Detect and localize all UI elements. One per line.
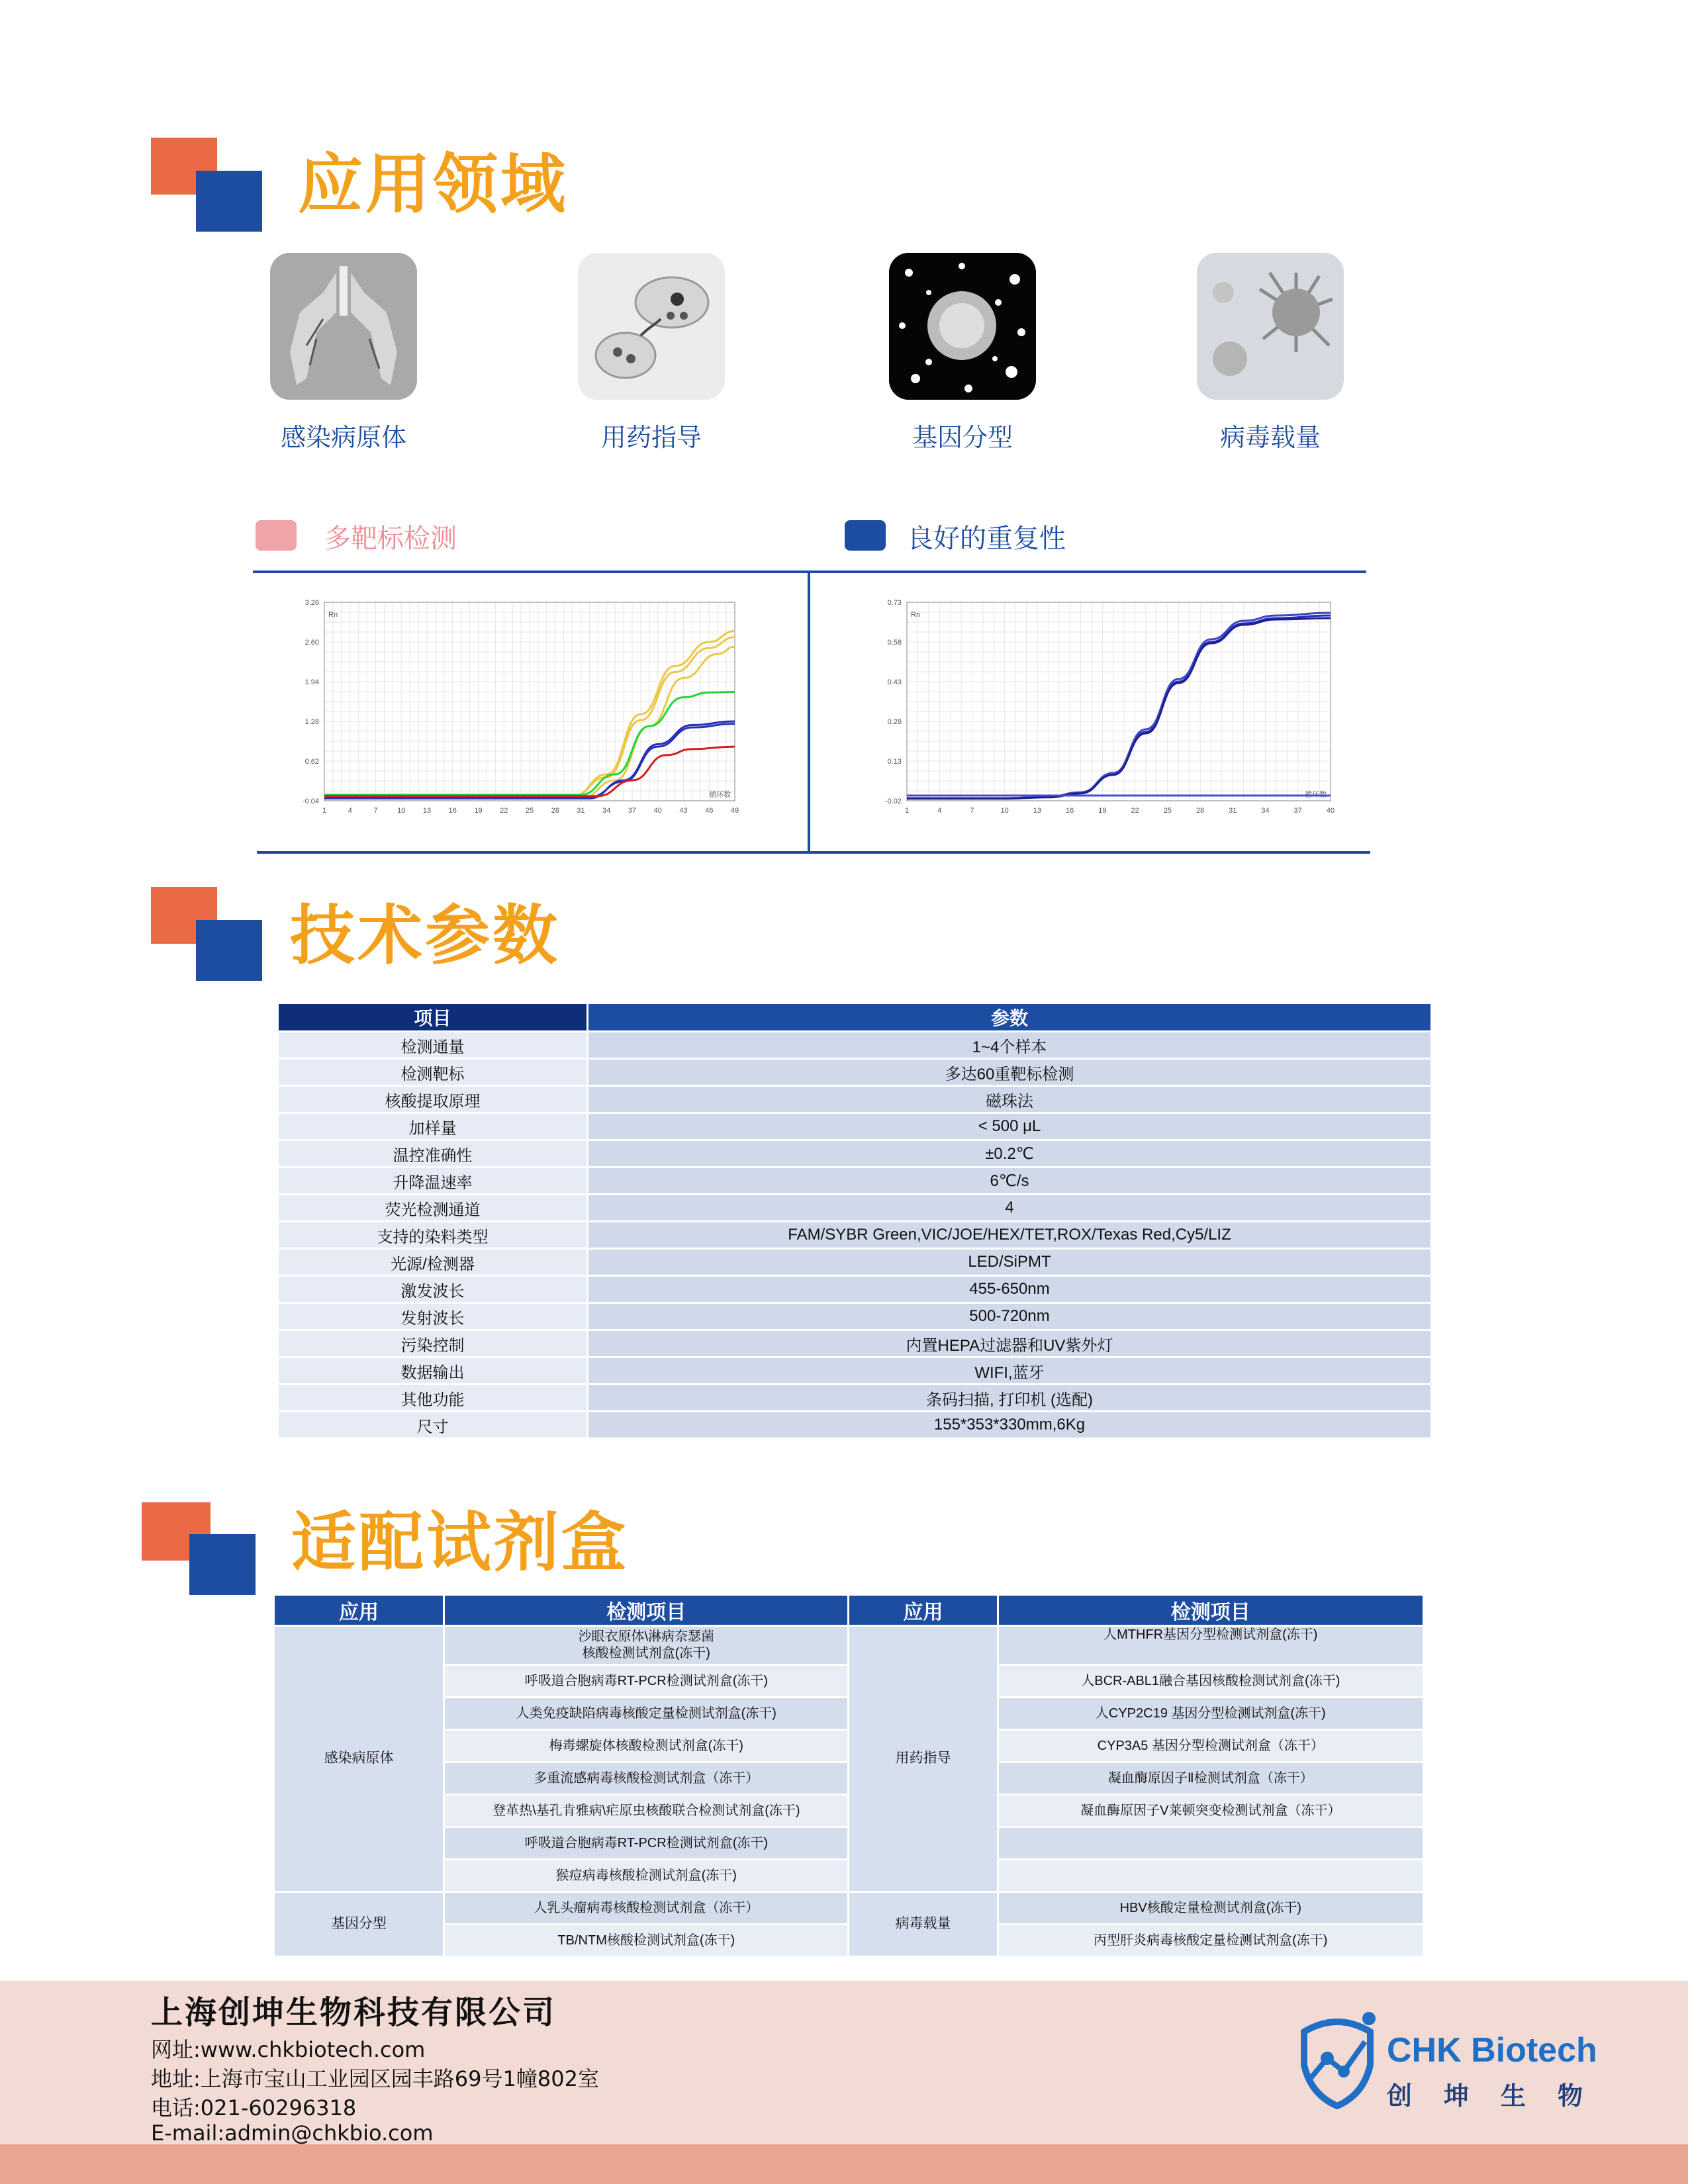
spec-value-cell: 1~4个样本 xyxy=(588,1032,1430,1058)
application-tile-infection xyxy=(270,253,417,400)
kits-header-application-left: 应用 xyxy=(275,1596,443,1625)
petri-dish-icon xyxy=(578,253,725,400)
spec-row xyxy=(279,1277,1430,1302)
repeatability-chart xyxy=(874,596,1337,834)
x-axis-label: 循环数 xyxy=(709,790,731,799)
x-tick-label: 31 xyxy=(1229,807,1237,815)
spec-row xyxy=(279,1222,1430,1248)
spec-item-cell: 激发波长 xyxy=(279,1277,586,1302)
spec-value-cell: 多达60重靶标检测 xyxy=(588,1060,1430,1085)
spec-item-cell: 其他功能 xyxy=(279,1385,586,1410)
kits-application-right: 病毒载量 xyxy=(849,1893,996,1956)
x-tick-label: 1 xyxy=(322,807,327,815)
brand-chinese-name: 创坤生物 xyxy=(1387,2081,1615,2111)
x-tick-label: 40 xyxy=(653,807,662,815)
kits-item-left: 人类免疫缺陷病毒核酸定量检测试剂盒(冻干) xyxy=(445,1698,847,1729)
section-title-applications: 应用领域 xyxy=(298,147,569,222)
spec-value-cell: 磁珠法 xyxy=(588,1087,1430,1112)
x-tick-label: 28 xyxy=(551,807,559,815)
legend-swatch-multi-target xyxy=(256,520,297,551)
y-tick-label: -0.02 xyxy=(884,797,902,805)
spec-item-cell: 加样量 xyxy=(279,1114,586,1139)
application-label-medication: 用药指导 xyxy=(600,423,702,452)
spec-value-cell: 4 xyxy=(588,1195,1430,1220)
y-tick-label: 0.28 xyxy=(887,718,902,726)
kits-item-right: 人BCR-ABL1融合基因核酸检测试剂盒(冻干) xyxy=(999,1666,1423,1696)
spec-value-cell: < 500 μL xyxy=(588,1114,1430,1139)
x-tick-label: 25 xyxy=(1163,807,1172,815)
spec-item-cell: 检测通量 xyxy=(279,1032,586,1058)
kits-item-left: 猴痘病毒核酸检测试剂盒(冻干) xyxy=(445,1860,847,1891)
lungs-icon xyxy=(270,253,417,400)
spec-item-cell: 光源/检测器 xyxy=(279,1250,586,1275)
x-tick-label: 22 xyxy=(500,807,508,815)
x-tick-label: 13 xyxy=(422,807,432,815)
kits-item-right xyxy=(999,1828,1423,1858)
kits-row xyxy=(275,1893,1423,1923)
kits-row xyxy=(275,1627,1423,1664)
brand-logo-icon xyxy=(1291,2005,1383,2111)
spec-row xyxy=(279,1331,1430,1356)
x-tick-label: 7 xyxy=(373,807,378,815)
kits-item-right: 凝血酶原因子Ⅱ检测试剂盒（冻干） xyxy=(999,1763,1423,1794)
kits-item-right: 丙型肝炎病毒核酸定量检测试剂盒(冻干) xyxy=(999,1925,1423,1956)
x-tick-label: 4 xyxy=(348,807,352,815)
spec-table xyxy=(277,1002,1432,1439)
application-label-infection: 感染病原体 xyxy=(280,423,406,452)
spec-item-cell: 发射波长 xyxy=(279,1304,586,1329)
x-tick-label: 37 xyxy=(628,807,637,815)
kits-item-right: 人CYP2C19 基因分型检测试剂盒(冻干) xyxy=(999,1698,1423,1729)
kits-item-right: HBV核酸定量检测试剂盒(冻干) xyxy=(999,1893,1423,1923)
spec-item-cell: 支持的染料类型 xyxy=(279,1222,586,1248)
application-tile-medication xyxy=(578,253,725,400)
x-tick-label: 40 xyxy=(1326,807,1335,815)
y-tick-label: -0.04 xyxy=(302,797,319,805)
x-tick-label: 34 xyxy=(1261,807,1270,815)
spec-row xyxy=(279,1358,1430,1383)
x-tick-label: 31 xyxy=(577,807,585,815)
spec-value-cell: LED/SiPMT xyxy=(588,1250,1430,1275)
kits-row xyxy=(275,1666,1423,1696)
spec-item-cell: 核酸提取原理 xyxy=(279,1087,586,1112)
spec-header-row xyxy=(279,1004,1430,1030)
kits-header-row xyxy=(275,1596,1423,1625)
kits-row xyxy=(275,1698,1423,1729)
spec-item-cell: 温控准确性 xyxy=(279,1141,586,1166)
x-tick-label: 7 xyxy=(970,807,974,815)
x-tick-label: 22 xyxy=(1131,807,1139,815)
spec-row xyxy=(279,1114,1430,1139)
x-tick-label: 1 xyxy=(904,807,910,815)
spec-row xyxy=(279,1087,1430,1112)
spec-value-cell: WIFI,蓝牙 xyxy=(588,1358,1430,1383)
y-axis-label: Rn xyxy=(911,611,921,619)
spec-value-cell: 455-650nm xyxy=(588,1277,1430,1302)
x-axis-label: 循环数 xyxy=(1305,790,1327,799)
kits-table xyxy=(273,1594,1425,1958)
kits-application-right: 用药指导 xyxy=(849,1627,996,1891)
x-tick-label: 10 xyxy=(397,807,406,815)
spec-header-value: 参数 xyxy=(588,1004,1430,1030)
kits-item-left: TB/NTM核酸检测试剂盒(冻干) xyxy=(445,1925,847,1956)
spec-item-cell: 尺寸 xyxy=(279,1412,586,1437)
y-tick-label: 2.60 xyxy=(305,639,319,647)
cell-icon xyxy=(889,253,1036,400)
spec-item-cell: 污染控制 xyxy=(279,1331,586,1356)
y-tick-label: 1.28 xyxy=(305,718,319,726)
spec-value-cell: 6℃/s xyxy=(588,1168,1430,1193)
kits-item-right: 凝血酶原因子V莱顿突变检测试剂盒（冻干） xyxy=(999,1796,1423,1826)
x-tick-label: 19 xyxy=(474,807,483,815)
spec-row xyxy=(279,1304,1430,1329)
y-tick-label: 0.58 xyxy=(887,639,902,647)
spec-value-cell: FAM/SYBR Green,VIC/JOE/HEX/TET,ROX/Texas Red,Cy5/LIZ xyxy=(588,1222,1430,1248)
legend-repeatability: 良好的重复性 xyxy=(907,523,1066,554)
kits-item-left: 多重流感病毒核酸检测试剂盒（冻干） xyxy=(445,1763,847,1794)
spec-table-body xyxy=(279,1032,1430,1437)
application-tile-genotyping xyxy=(889,253,1036,400)
application-label-genotyping: 基因分型 xyxy=(912,423,1013,452)
x-tick-label: 46 xyxy=(705,807,714,815)
multi-target-chart xyxy=(291,596,741,834)
virus-icon xyxy=(1197,253,1344,400)
spec-value-cell: 155*353*330mm,6Kg xyxy=(588,1412,1430,1437)
kits-item-left: 呼吸道合胞病毒RT-PCR检测试剂盒(冻干) xyxy=(445,1666,847,1696)
kits-application-left: 基因分型 xyxy=(275,1893,443,1956)
y-tick-label: 1.94 xyxy=(305,678,319,686)
kits-row xyxy=(275,1925,1423,1956)
company-name: 上海创坤生物科技有限公司 xyxy=(151,1994,557,2031)
chart-bottom-divider xyxy=(257,851,1370,854)
x-tick-label: 16 xyxy=(448,807,457,815)
x-tick-label: 19 xyxy=(1098,807,1107,815)
x-tick-label: 13 xyxy=(1033,807,1042,815)
kits-item-right: 人MTHFR基因分型检测试剂盒(冻干) xyxy=(999,1627,1423,1664)
spec-row xyxy=(279,1060,1430,1085)
spec-item-cell: 数据输出 xyxy=(279,1358,586,1383)
kits-item-left: 登革热\基孔肯雅病\疟原虫核酸联合检测试剂盒(冻干) xyxy=(445,1796,847,1826)
chart-center-divider xyxy=(808,570,810,854)
spec-row xyxy=(279,1195,1430,1220)
spec-row xyxy=(279,1141,1430,1166)
kits-item-right: CYP3A5 基因分型检测试剂盒（冻干） xyxy=(999,1731,1423,1761)
blue-square-icon xyxy=(196,171,262,232)
y-tick-label: 0.13 xyxy=(887,758,902,766)
kits-item-right xyxy=(999,1860,1423,1891)
kits-header-item-left: 检测项目 xyxy=(445,1596,847,1625)
y-tick-label: 0.62 xyxy=(305,758,319,766)
application-label-viral-load: 病毒载量 xyxy=(1219,423,1321,452)
x-tick-label: 16 xyxy=(1066,807,1074,815)
legend-multi-target: 多靶标检测 xyxy=(324,523,457,554)
series-line-1 xyxy=(907,613,1331,798)
footer-bar xyxy=(0,2144,1688,2184)
spec-value-cell: 内置HEPA过滤器和UV紫外灯 xyxy=(588,1331,1430,1356)
spec-value-cell: ±0.2℃ xyxy=(588,1141,1430,1166)
kits-row xyxy=(275,1860,1423,1891)
kits-table-body xyxy=(275,1627,1423,1956)
kits-row xyxy=(275,1731,1423,1761)
x-tick-label: 25 xyxy=(525,807,534,815)
application-tile-viral-load xyxy=(1197,253,1344,400)
spec-item-cell: 升降温速率 xyxy=(279,1168,586,1193)
spec-row xyxy=(279,1032,1430,1058)
x-tick-label: 4 xyxy=(937,807,942,815)
section-title-specs: 技术参数 xyxy=(290,898,561,974)
spec-value-cell: 500-720nm xyxy=(588,1304,1430,1329)
contact-phone: 电话:021-60296318 xyxy=(151,2095,357,2120)
kits-row xyxy=(275,1828,1423,1858)
kits-row xyxy=(275,1763,1423,1794)
x-tick-label: 10 xyxy=(1000,807,1009,815)
kits-header-item-right: 检测项目 xyxy=(999,1596,1423,1625)
blue-square-icon xyxy=(196,920,262,981)
blue-square-icon xyxy=(189,1534,256,1595)
brand-name: CHK Biotech xyxy=(1387,2031,1597,2070)
kits-item-left: 人乳头瘤病毒核酸检测试剂盒（冻干） xyxy=(445,1893,847,1923)
kits-row xyxy=(275,1796,1423,1826)
section-title-kits: 适配试剂盒 xyxy=(291,1505,630,1580)
kits-item-left: 呼吸道合胞病毒RT-PCR检测试剂盒(冻干) xyxy=(445,1828,847,1858)
spec-row xyxy=(279,1385,1430,1410)
spec-item-cell: 荧光检测通道 xyxy=(279,1195,586,1220)
y-tick-label: 0.73 xyxy=(887,599,902,607)
y-tick-label: 3.26 xyxy=(305,599,319,607)
contact-email: E-mail:admin@chkbio.com xyxy=(151,2120,434,2146)
x-tick-label: 49 xyxy=(730,807,739,815)
spec-value-cell: 条码扫描, 打印机 (选配) xyxy=(588,1385,1430,1410)
contact-website: 网址:www.chkbiotech.com xyxy=(151,2037,426,2062)
kits-item-left: 沙眼衣原体\淋病奈瑟菌 核酸检测试剂盒(冻干) xyxy=(445,1627,847,1664)
spec-item-cell: 检测靶标 xyxy=(279,1060,586,1085)
kits-application-left: 感染病原体 xyxy=(275,1627,443,1891)
x-tick-label: 34 xyxy=(602,807,611,815)
spec-header-item: 项目 xyxy=(279,1004,586,1030)
kits-item-left: 梅毒螺旋体核酸检测试剂盒(冻干) xyxy=(445,1731,847,1761)
spec-row xyxy=(279,1412,1430,1437)
contact-address: 地址:上海市宝山工业园区园丰路69号1幢802室 xyxy=(151,2066,599,2091)
spec-row xyxy=(279,1168,1430,1193)
x-tick-label: 43 xyxy=(679,807,688,815)
x-tick-label: 28 xyxy=(1196,807,1205,815)
y-tick-label: 0.43 xyxy=(887,678,902,686)
spec-row xyxy=(279,1250,1430,1275)
x-tick-label: 37 xyxy=(1293,807,1302,815)
y-axis-label: Rn xyxy=(328,611,338,619)
legend-swatch-repeatability xyxy=(845,520,886,551)
kits-header-application-right: 应用 xyxy=(849,1596,996,1625)
